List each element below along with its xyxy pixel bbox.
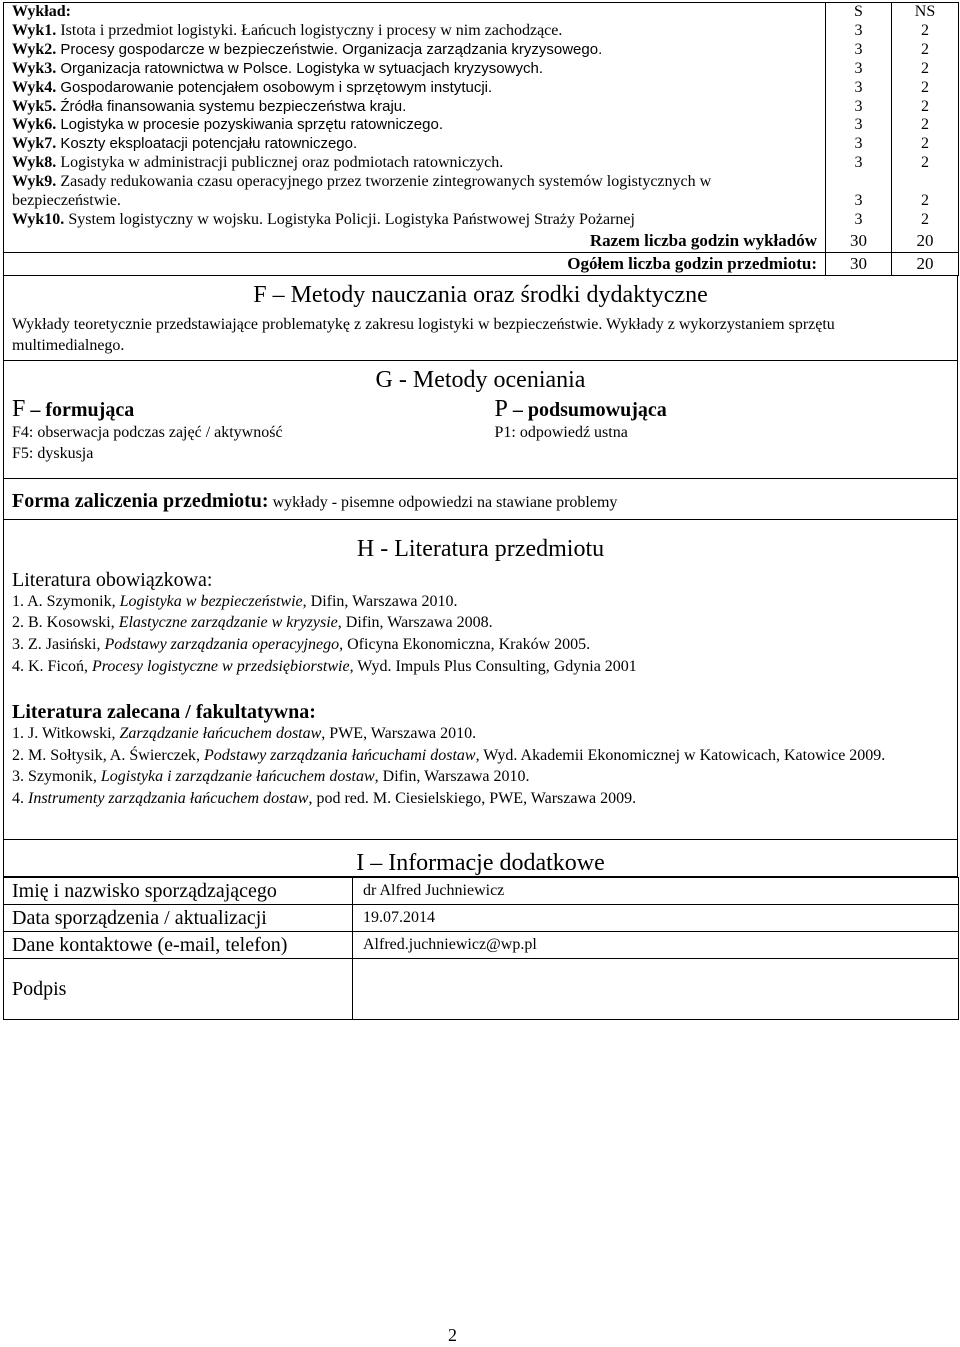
syllabus-page <box>3 2 958 1020</box>
col-ns-header: NS <box>892 3 959 22</box>
lecture-s-hours: 3 <box>826 98 892 117</box>
lecture-ns-hours: 2 <box>892 60 959 79</box>
formative-col <box>4 397 475 464</box>
literature-title: Logistyka i zarządzanie łańcuchem dostaw <box>100 768 375 786</box>
lecture-title: System logistyczny w wojsku. Logistyka Policji. Logistyka Państwowej Straży Pożarnej <box>68 210 635 228</box>
lecture-title: Procesy gospodarcze w bezpieczeństwie. Organizacja zarządzania kryzysowego. <box>60 40 603 58</box>
lecture-cell <box>4 79 826 98</box>
info-value: dr Alfred Juchniewicz <box>353 877 959 904</box>
info-row <box>4 877 959 904</box>
lecture-cell <box>4 98 826 117</box>
lectures-header: Wykład: <box>12 3 71 20</box>
lecture-row <box>4 41 959 60</box>
literature-item <box>12 724 949 745</box>
lecture-row <box>4 79 959 98</box>
literature-item <box>12 767 949 788</box>
info-row <box>4 931 959 958</box>
assessment-section <box>3 361 958 479</box>
lecture-cell <box>4 22 826 41</box>
lecture-s-hours: 3 <box>826 116 892 135</box>
total-s: 30 <box>826 230 892 253</box>
literature-publisher: , Difin, Warszawa 2010. <box>374 768 530 786</box>
lecture-title: Organizacja ratownictwa w Polsce. Logistyka w sytuacjach kryzysowych. <box>60 59 543 77</box>
literature-title: Logistyka w bezpieczeństwie <box>119 592 303 610</box>
lecture-code: Wyk9. <box>12 173 57 191</box>
lecture-cell <box>4 41 826 60</box>
total-ns: 20 <box>892 230 959 253</box>
literature-author: 4. K. Ficoń, <box>12 657 92 675</box>
lecture-row <box>4 211 959 230</box>
lecture-ns-hours: 2 <box>892 135 959 154</box>
literature-publisher: , Wyd. Akademii Ekonomicznej w Katowicach, Katowice 2009. <box>475 746 886 764</box>
literature-item <box>12 635 949 656</box>
lecture-ns-hours: 2 <box>892 154 959 173</box>
info-value: 19.07.2014 <box>353 904 959 931</box>
literature-publisher: , Wyd. Impuls Plus Consulting, Gdynia 2001 <box>349 657 637 675</box>
lecture-row <box>4 60 959 79</box>
formative-letter: F <box>12 395 26 422</box>
lecture-title: Gospodarowanie potencjałem osobowym i sprzętowym instytucji. <box>60 78 493 96</box>
lecture-row <box>4 154 959 173</box>
lecture-s-hours: 3 <box>826 135 892 154</box>
info-label: Dane kontaktowe (e-mail, telefon) <box>4 931 353 958</box>
lecture-ns-hours: 2 <box>892 22 959 41</box>
info-label: Imię i nazwisko sporządzającego <box>4 877 353 904</box>
lecture-title: Logistyka w procesie pozyskiwania sprzętu ratowniczego. <box>60 116 443 134</box>
overall-label: Ogółem liczba godzin przedmiotu: <box>4 252 826 275</box>
literature-author: 3. Z. Jasiński, <box>12 636 105 654</box>
recommended-label: Literatura zalecana / fakultatywna: <box>12 701 316 724</box>
summative-col <box>475 397 958 464</box>
lecture-title: Zasady redukowania czasu operacyjnego przez tworzenie zintegrowanych systemów logistycznych w bezpieczeństwie. <box>12 173 712 210</box>
lecture-ns-hours: 2 <box>892 41 959 60</box>
lecture-ns-hours: 2 <box>892 116 959 135</box>
lecture-title: Istota i przedmiot logistyki. Łańcuch logistyczny i procesy w nim zachodzące. <box>60 21 563 39</box>
required-list <box>12 592 949 677</box>
lecture-ns-hours: 2 <box>892 173 959 211</box>
lecture-code: Wyk1. <box>12 21 57 39</box>
info-label: Podpis <box>4 958 353 1019</box>
total-row <box>4 230 959 253</box>
literature-item <box>12 657 949 678</box>
form-label: Forma zaliczenia przedmiotu: <box>12 489 269 512</box>
lecture-cell <box>4 135 826 154</box>
lecture-row <box>4 116 959 135</box>
lecture-s-hours: 3 <box>826 173 892 211</box>
col-s-header: S <box>826 3 892 22</box>
lecture-s-hours: 3 <box>826 79 892 98</box>
literature-publisher: , Difin, Warszawa 2010. <box>302 592 458 610</box>
lecture-row <box>4 173 959 211</box>
lectures-header-row <box>4 3 959 22</box>
literature-publisher: , Oficyna Ekonomiczna, Kraków 2005. <box>339 636 591 654</box>
lecture-code: Wyk2. <box>12 40 57 58</box>
literature-author: 1. A. Szymonik, <box>12 592 120 610</box>
required-label: Literatura obowiązkowa: <box>12 568 213 591</box>
info-table <box>3 877 959 1020</box>
overall-s: 30 <box>826 252 892 275</box>
lectures-table <box>3 2 959 276</box>
literature-author: 1. J. Witkowski, <box>12 725 120 743</box>
info-heading: I – Informacje dodatkowe <box>356 849 605 876</box>
literature-item <box>12 746 949 767</box>
lecture-title: Źródła finansowania systemu bezpieczeństwa kraju. <box>60 97 407 115</box>
lecture-ns-hours: 2 <box>892 79 959 98</box>
summative-title: – podsumowująca <box>512 398 667 421</box>
literature-title: Procesy logistyczne w przedsiębiorstwie <box>92 657 350 675</box>
form-value: wykłady - pisemne odpowiedzi na stawiane problemy <box>268 493 618 511</box>
literature-title: Zarządzanie łańcuchem dostaw <box>119 725 322 743</box>
info-value: Alfred.juchniewicz@wp.pl <box>353 931 959 958</box>
literature-author: 4. <box>12 790 28 808</box>
literature-publisher: , PWE, Warszawa 2010. <box>321 725 477 743</box>
literature-heading: H - Literatura przedmiotu <box>356 535 605 562</box>
overall-ns: 20 <box>892 252 959 275</box>
lecture-cell <box>4 116 826 135</box>
lecture-ns-hours: 2 <box>892 98 959 117</box>
overall-row <box>4 252 959 275</box>
methods-section <box>3 276 958 361</box>
literature-item <box>12 592 949 613</box>
lecture-ns-hours: 2 <box>892 211 959 230</box>
lecture-code: Wyk8. <box>12 154 57 172</box>
lecture-s-hours: 3 <box>826 41 892 60</box>
formative-item: F4: obserwacja podczas zajęć / aktywność <box>12 423 283 441</box>
total-label: Razem liczba godzin wykładów <box>4 230 826 253</box>
info-row <box>4 958 959 1019</box>
literature-author: 2. B. Kosowski, <box>12 614 119 632</box>
lecture-row <box>4 22 959 41</box>
lecture-s-hours: 3 <box>826 154 892 173</box>
lecture-title: Koszty eksploatacji potencjału ratowniczego. <box>60 135 358 153</box>
literature-item <box>12 613 949 634</box>
lecture-code: Wyk5. <box>12 97 57 115</box>
lecture-cell <box>4 60 826 79</box>
lecture-code: Wyk7. <box>12 135 57 153</box>
page-number: 2 <box>448 1325 457 1345</box>
lecture-s-hours: 3 <box>826 60 892 79</box>
summative-items <box>495 422 950 443</box>
form-section <box>3 479 958 520</box>
lecture-row <box>4 98 959 117</box>
literature-title: Instrumenty zarządzania łańcuchem dostaw <box>28 790 309 808</box>
info-label: Data sporządzenia / aktualizacji <box>4 904 353 931</box>
lecture-row <box>4 135 959 154</box>
assessment-heading: G - Metody oceniania <box>375 366 586 393</box>
formative-items <box>12 422 467 464</box>
summative-letter: P <box>494 395 508 422</box>
lecture-title: Logistyka w administracji publicznej oraz podmiotach ratowniczych. <box>60 154 504 172</box>
literature-title: Elastyczne zarządzanie w kryzysie <box>118 614 338 632</box>
lecture-code: Wyk6. <box>12 116 57 134</box>
literature-publisher: , pod red. M. Ciesielskiego, PWE, Warszawa 2009. <box>308 790 637 808</box>
formative-item: F5: dyskusja <box>12 444 94 462</box>
literature-publisher: , Difin, Warszawa 2008. <box>337 614 493 632</box>
methods-text: Wykłady teoretycznie przedstawiające problematykę z zakresu logistyki w bezpieczeństwie. Wykłady z wykorzystaniem sprzętu multimedialnego. <box>12 315 835 354</box>
lecture-code: Wyk3. <box>12 59 57 77</box>
literature-title: Podstawy zarządzania łańcuchami dostaw <box>204 746 476 764</box>
lecture-s-hours: 3 <box>826 211 892 230</box>
methods-heading: F – Metody nauczania oraz środki dydaktyczne <box>253 281 708 308</box>
literature-title: Podstawy zarządzania operacyjnego <box>104 636 340 654</box>
lecture-code: Wyk4. <box>12 78 57 96</box>
literature-item <box>12 789 949 810</box>
lecture-cell <box>4 211 826 230</box>
literature-author: 2. M. Sołtysik, A. Świerczek, <box>12 746 204 764</box>
lecture-cell <box>4 173 826 211</box>
lecture-s-hours: 3 <box>826 22 892 41</box>
literature-author: 3. Szymonik, <box>12 768 101 786</box>
lecture-code: Wyk10. <box>12 210 65 228</box>
formative-title: – formująca <box>25 398 135 421</box>
info-row <box>4 904 959 931</box>
lecture-cell <box>4 154 826 173</box>
info-value <box>353 958 959 1019</box>
info-section <box>3 840 958 877</box>
literature-section <box>3 520 958 840</box>
summative-item: P1: odpowiedź ustna <box>494 423 628 441</box>
recommended-list <box>12 724 949 809</box>
